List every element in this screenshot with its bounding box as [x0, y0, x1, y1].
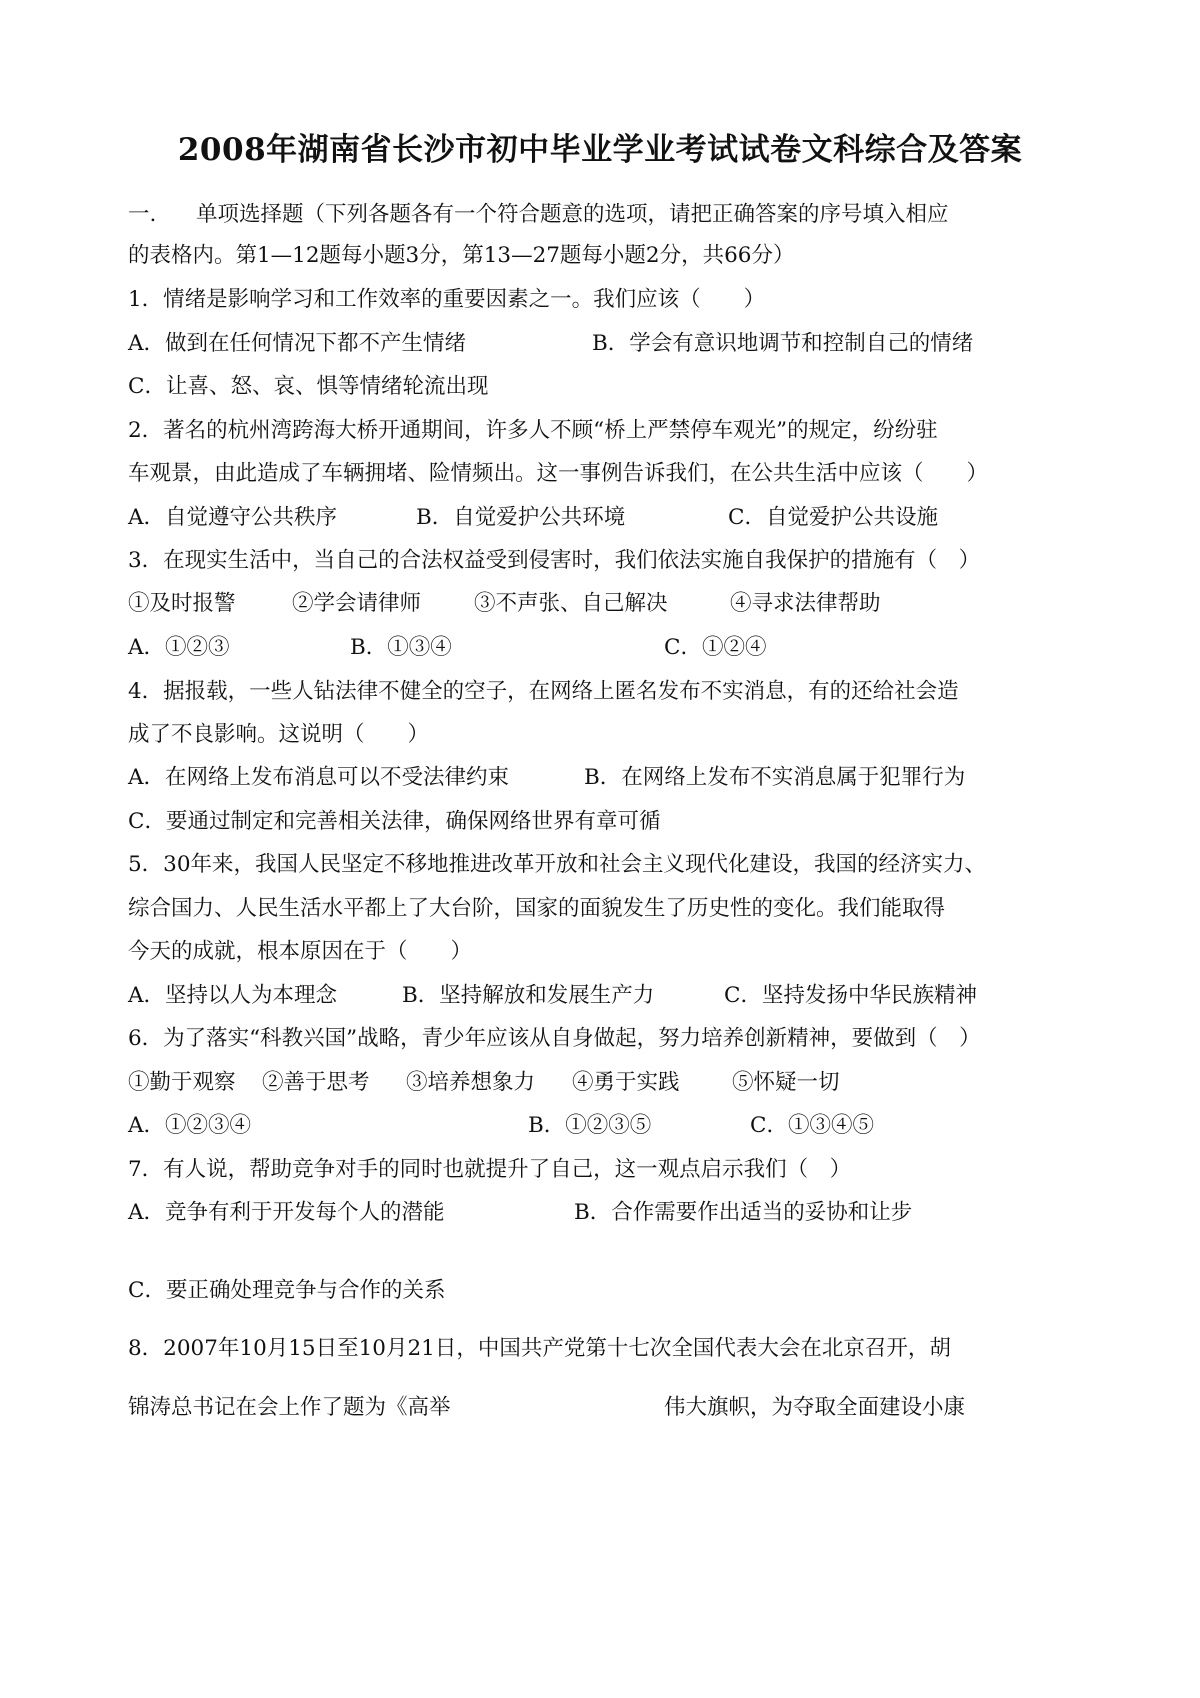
question-1-choice-b: B．学会有意识地调节和控制自己的情绪: [592, 331, 974, 356]
question-8-stem-line-2b: 伟大旗帜，为夺取全面建设小康: [664, 1395, 966, 1420]
section-heading-line-2: 的表格内。第1—12题每小题3分，第13—27题每小题2分，共66分）: [128, 243, 795, 268]
question-3-option-1: ①及时报警: [128, 591, 236, 616]
section-heading-line-1: 单项选择题（下列各题各有一个符合题意的选项，请把正确答案的序号填入相应: [196, 202, 949, 227]
question-3-option-3: ③不声张、自己解决: [474, 591, 668, 616]
question-4-choice-c: C．要通过制定和完善相关法律，确保网络世界有章可循: [128, 809, 661, 834]
question-5-stem-line-1: 5．30年来，我国人民坚定不移地推进改革开放和社会主义现代化建设，我国的经济实力、: [128, 852, 987, 877]
question-3-choice-c: C．①②④: [664, 635, 767, 660]
question-6-choice-b: B．①②③⑤: [528, 1113, 652, 1138]
question-3-stem: 3．在现实生活中，当自己的合法权益受到侵害时，我们依法实施自我保护的措施有（ ）: [128, 548, 981, 573]
question-3-choice-b: B．①③④: [350, 635, 452, 660]
question-6-stem: 6．为了落实“科教兴国”战略，青少年应该从自身做起，努力培养创新精神，要做到（ ）: [128, 1026, 981, 1051]
question-2-stem-line-1: 2．著名的杭州湾跨海大桥开通期间，许多人不顾“桥上严禁停车观光”的规定，纷纷驻: [128, 418, 938, 443]
question-5-stem-line-3: 今天的成就，根本原因在于（ ）: [128, 939, 473, 964]
question-5-choice-a: A．坚持以人为本理念: [128, 983, 338, 1008]
question-4-stem-line-1: 4．据报载，一些人钻法律不健全的空子，在网络上匿名发布不实消息，有的还给社会造: [128, 679, 959, 704]
question-6-option-4: ④勇于实践: [572, 1070, 680, 1095]
question-8-stem-line-1: 8．2007年10月15日至10月21日，中国共产党第十七次全国代表大会在北京召开，胡: [128, 1336, 951, 1361]
question-2-stem-line-2: 车观景，由此造成了车辆拥堵、险情频出。这一事例告诉我们，在公共生活中应该（ ）: [128, 461, 989, 486]
question-6-option-5: ⑤怀疑一切: [732, 1070, 840, 1095]
question-6-choice-c: C．①③④⑤: [750, 1113, 874, 1138]
question-2-choice-c: C．自觉爱护公共设施: [728, 505, 938, 530]
question-7-choice-b: B．合作需要作出适当的妥协和让步: [574, 1200, 913, 1225]
question-6-option-3: ③培养想象力: [406, 1070, 536, 1095]
question-6-option-2: ②善于思考: [262, 1070, 370, 1095]
page-title: 2008年湖南省长沙市初中毕业学业考试试卷文科综合及答案: [177, 132, 1023, 168]
question-1-choice-c: C．让喜、怒、哀、惧等情绪轮流出现: [128, 374, 489, 399]
question-7-choice-a: A．竞争有利于开发每个人的潜能: [128, 1200, 445, 1225]
question-4-choice-b: B．在网络上发布不实消息属于犯罪行为: [584, 765, 966, 790]
question-3-option-2: ②学会请律师: [292, 591, 422, 616]
question-6-choice-a: A．①②③④: [128, 1113, 252, 1138]
question-1-choice-a: A．做到在任何情况下都不产生情绪: [128, 331, 467, 356]
question-7-stem: 7．有人说，帮助竞争对手的同时也就提升了自己，这一观点启示我们（ ）: [128, 1157, 852, 1182]
question-1-stem: 1．情绪是影响学习和工作效率的重要因素之一。我们应该（ ）: [128, 287, 766, 312]
question-8-stem-line-2a: 锦涛总书记在会上作了题为《高举: [128, 1395, 451, 1420]
question-4-stem-line-2: 成了不良影响。这说明（ ）: [128, 722, 430, 747]
question-3-option-4: ④寻求法律帮助: [730, 591, 881, 616]
section-number: 一.: [128, 202, 157, 227]
question-5-choice-b: B．坚持解放和发展生产力: [402, 983, 655, 1008]
question-3-choice-a: A．①②③: [128, 635, 230, 660]
question-2-choice-b: B．自觉爱护公共环境: [416, 505, 626, 530]
question-2-choice-a: A．自觉遵守公共秩序: [128, 505, 338, 530]
question-5-stem-line-2: 综合国力、人民生活水平都上了大台阶，国家的面貌发生了历史性的变化。我们能取得: [128, 896, 946, 921]
question-7-choice-c: C．要正确处理竞争与合作的关系: [128, 1278, 446, 1303]
question-5-choice-c: C．坚持发扬中华民族精神: [724, 983, 977, 1008]
question-6-option-1: ①勤于观察: [128, 1070, 236, 1095]
question-4-choice-a: A．在网络上发布消息可以不受法律约束: [128, 765, 510, 790]
